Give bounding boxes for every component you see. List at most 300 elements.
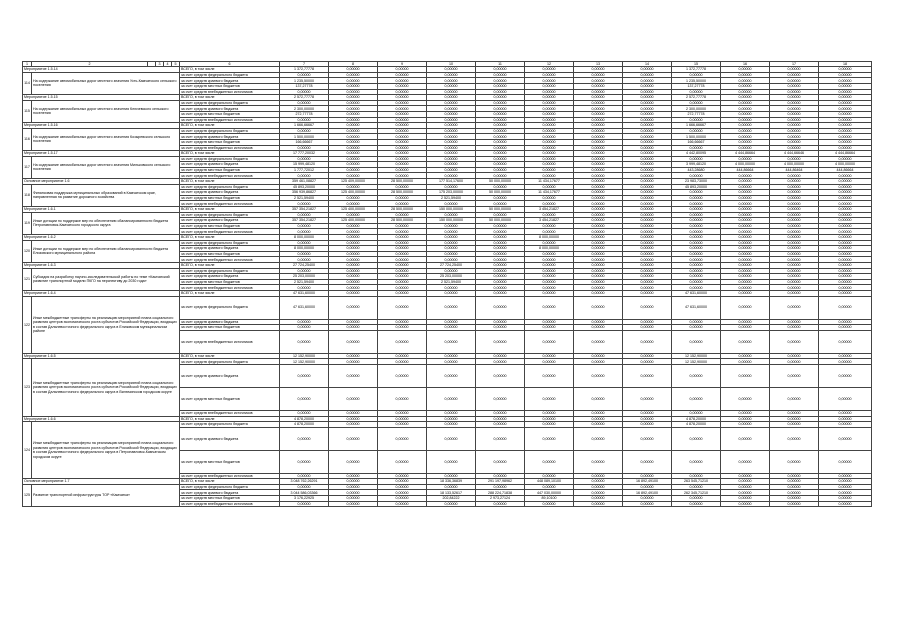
value-cell: 0,00000 xyxy=(427,106,476,112)
value-cell: 0,00000 xyxy=(770,268,819,274)
value-cell: 0,00000 xyxy=(819,496,872,502)
value-cell: 0,00000 xyxy=(476,290,525,296)
value-cell: 0,00000 xyxy=(329,229,378,235)
value-cell: 0,00000 xyxy=(574,501,623,507)
value-cell: 0,00000 xyxy=(476,274,525,280)
value-cell: 0,00000 xyxy=(280,156,329,162)
value-cell: 0,00000 xyxy=(427,223,476,229)
value-cell: 45 893,20000 xyxy=(672,184,721,190)
row-number: 116 xyxy=(23,128,32,150)
measure-heading: Мероприятие 1.6.1 xyxy=(23,207,180,213)
value-cell: 0,00000 xyxy=(329,156,378,162)
value-cell: 0,00000 xyxy=(623,240,672,246)
value-cell: 0,00000 xyxy=(672,262,721,268)
value-cell: 0,00000 xyxy=(378,167,427,173)
value-cell: 0,00000 xyxy=(770,484,819,490)
funding-source: за счет средств краевого бюджета xyxy=(180,364,280,387)
value-cell: 0,00000 xyxy=(329,240,378,246)
value-cell: 0,00000 xyxy=(574,235,623,241)
value-cell: 1 500,00000 xyxy=(672,134,721,140)
value-cell: 0,00000 xyxy=(378,223,427,229)
value-cell: 0,00000 xyxy=(329,212,378,218)
value-cell: 0,00000 xyxy=(378,416,427,422)
value-cell: 12 152,90000 xyxy=(672,359,721,365)
value-cell: 0,00000 xyxy=(476,285,525,291)
value-cell: 0,00000 xyxy=(378,195,427,201)
value-cell: 50 000,00000 xyxy=(476,190,525,196)
value-cell: 0,00000 xyxy=(476,330,525,353)
value-cell: 12 152,90000 xyxy=(672,353,721,359)
value-cell: 0,00000 xyxy=(378,139,427,145)
value-cell: 0,00000 xyxy=(721,207,770,213)
value-cell: 0,00000 xyxy=(525,111,574,117)
value-cell: 0,00000 xyxy=(770,246,819,252)
value-cell: 0,00000 xyxy=(770,117,819,123)
measure-description: На содержание автомобильных дорог местного значения Козыревского сельского поселения xyxy=(32,128,180,150)
value-cell: 443,28680 xyxy=(672,167,721,173)
value-cell: 0,00000 xyxy=(770,325,819,331)
value-cell: 2 300,00000 xyxy=(672,106,721,112)
value-cell: 0,00000 xyxy=(574,167,623,173)
value-cell: 0,00000 xyxy=(672,117,721,123)
value-cell: 0,00000 xyxy=(476,111,525,117)
row-number: 121 xyxy=(23,268,32,290)
value-cell: 175 203,00000 xyxy=(427,190,476,196)
value-cell: 0,00000 xyxy=(770,353,819,359)
value-cell: 0,00000 xyxy=(672,240,721,246)
column-number-cell: 13 xyxy=(574,62,623,67)
value-cell: 0,00000 xyxy=(280,450,329,473)
value-cell: 16 892,49100 xyxy=(623,490,672,496)
value-cell: 4 444,66646 xyxy=(770,151,819,157)
value-cell: 0,00000 xyxy=(721,290,770,296)
value-cell: 0,00000 xyxy=(329,427,378,450)
value-cell: 0,00000 xyxy=(427,167,476,173)
value-cell: 1 235,50000 xyxy=(672,78,721,84)
value-cell: 0,00000 xyxy=(574,151,623,157)
value-cell: 0,00000 xyxy=(819,427,872,450)
value-cell: 0,00000 xyxy=(623,450,672,473)
funding-source: за счет средств местных бюджетов xyxy=(180,387,280,410)
value-cell: 0,00000 xyxy=(819,117,872,123)
value-cell: 0,00000 xyxy=(525,156,574,162)
value-cell: 0,00000 xyxy=(770,496,819,502)
value-cell: 0,00000 xyxy=(476,195,525,201)
value-cell: 0,00000 xyxy=(525,410,574,416)
value-cell: 0,00000 xyxy=(672,173,721,179)
value-cell: 0,00000 xyxy=(574,319,623,325)
value-cell: 0,00000 xyxy=(476,83,525,89)
value-cell: 0,00000 xyxy=(819,364,872,387)
column-number-cell: 7 xyxy=(280,62,329,67)
value-cell: 0,00000 xyxy=(476,167,525,173)
measure-description: Субсидия на разработку научно-исследовательской работы по теме «Камчатский развитие транспортной модели ПКГО на перспективу до 2030 года» xyxy=(32,268,180,290)
value-cell: 0,00000 xyxy=(770,359,819,365)
value-cell: 0,00000 xyxy=(672,473,721,479)
value-cell: 0,00000 xyxy=(329,223,378,229)
value-cell: 0,00000 xyxy=(378,145,427,151)
value-cell: 0,00000 xyxy=(770,190,819,196)
value-cell: 0,00000 xyxy=(770,67,819,73)
value-cell: 0,00000 xyxy=(672,218,721,224)
funding-source: за счет средств краевого бюджета xyxy=(180,134,280,140)
value-cell: 357 354,21827 xyxy=(280,207,329,213)
value-cell: 0,00000 xyxy=(280,319,329,325)
value-cell: 0,00000 xyxy=(770,156,819,162)
value-cell: 0,00000 xyxy=(476,251,525,257)
funding-source: за счет средств местных бюджетов xyxy=(180,279,280,285)
value-cell: 0,00000 xyxy=(623,95,672,101)
value-cell: 0,00000 xyxy=(574,274,623,280)
value-cell: 444,86664 xyxy=(721,167,770,173)
value-cell: 0,00000 xyxy=(770,473,819,479)
value-cell: 0,00000 xyxy=(721,387,770,410)
value-cell: 0,00000 xyxy=(623,72,672,78)
value-cell: 0,00000 xyxy=(623,123,672,129)
value-cell: 0,00000 xyxy=(329,128,378,134)
value-cell: 0,00000 xyxy=(329,117,378,123)
value-cell: 0,00000 xyxy=(378,450,427,473)
value-cell: 0,00000 xyxy=(280,268,329,274)
measure-description: Иные межбюджетные трансферты на реализацию мероприятий плана социального развития центров экономического роста субъектов Российской Федерации, входящих в состав Дальневосточного федерального округа в Елизовском муниципальном районе xyxy=(32,296,180,353)
value-cell: 0,00000 xyxy=(476,229,525,235)
value-cell: 0,00000 xyxy=(378,123,427,129)
value-cell: 0,00000 xyxy=(427,290,476,296)
measure-heading: Мероприятие 1.5.16 xyxy=(23,123,180,129)
funding-source: за счет средств краевого бюджета xyxy=(180,427,280,450)
value-cell: 0,00000 xyxy=(574,262,623,268)
value-cell: 0,00000 xyxy=(721,416,770,422)
value-cell: 357 354,21827 xyxy=(280,218,329,224)
value-cell: 0,00000 xyxy=(427,67,476,73)
value-cell: 0,00000 xyxy=(427,416,476,422)
value-cell: 0,00000 xyxy=(819,145,872,151)
value-cell: 0,00000 xyxy=(819,235,872,241)
column-number-cell: 6 xyxy=(180,62,280,67)
value-cell: 4 878,20000 xyxy=(672,422,721,428)
value-cell: 0,00000 xyxy=(574,173,623,179)
value-cell: 0,00000 xyxy=(476,212,525,218)
value-cell: 0,00000 xyxy=(819,246,872,252)
value-cell: 0,00000 xyxy=(721,325,770,331)
value-cell: 0,00000 xyxy=(476,410,525,416)
value-cell: 0,00000 xyxy=(280,251,329,257)
value-cell: 0,00000 xyxy=(623,496,672,502)
value-cell: 0,00000 xyxy=(623,268,672,274)
value-cell: 0,00000 xyxy=(623,330,672,353)
value-cell: 0,00000 xyxy=(427,285,476,291)
value-cell: 0,00000 xyxy=(721,179,770,185)
value-cell: 2 973,27124 xyxy=(476,496,525,502)
value-cell: 0,00000 xyxy=(819,223,872,229)
value-cell: 2 300,00000 xyxy=(280,106,329,112)
table-row xyxy=(23,484,872,490)
value-cell: 0,00000 xyxy=(574,229,623,235)
funding-source: ВСЕГО, в том числе xyxy=(180,123,280,129)
value-cell: 0,00000 xyxy=(819,207,872,213)
table-row xyxy=(23,184,872,190)
value-cell: 0,00000 xyxy=(770,218,819,224)
funding-source: ВСЕГО, в том числе xyxy=(180,67,280,73)
budget-table xyxy=(22,61,872,507)
value-cell: 0,00000 xyxy=(329,473,378,479)
value-cell: 28 500,00000 xyxy=(378,218,427,224)
value-cell: 0,00000 xyxy=(280,117,329,123)
value-cell: 0,00000 xyxy=(378,100,427,106)
value-cell: 0,00000 xyxy=(623,184,672,190)
value-cell: 0,00000 xyxy=(819,257,872,263)
value-cell: 0,00000 xyxy=(819,279,872,285)
value-cell: 0,00000 xyxy=(672,72,721,78)
value-cell: 0,00000 xyxy=(329,95,378,101)
value-cell: 272,77778 xyxy=(672,111,721,117)
row-number: 124 xyxy=(23,422,32,479)
value-cell: 0,00000 xyxy=(574,195,623,201)
value-cell: 0,00000 xyxy=(378,235,427,241)
value-cell: 0,00000 xyxy=(427,111,476,117)
value-cell: 0,00000 xyxy=(476,279,525,285)
value-cell: 0,00000 xyxy=(574,479,623,485)
value-cell: 0,00000 xyxy=(623,274,672,280)
value-cell: 0,00000 xyxy=(623,359,672,365)
value-cell: 0,00000 xyxy=(329,496,378,502)
measure-heading: Мероприятие 1.6.2 xyxy=(23,235,180,241)
value-cell: 0,00000 xyxy=(329,100,378,106)
value-cell: 0,00000 xyxy=(672,501,721,507)
value-cell: 0,00000 xyxy=(721,139,770,145)
value-cell: 0,00000 xyxy=(525,268,574,274)
funding-source: за счет средств внебюджетных источников xyxy=(180,257,280,263)
measure-description: Иные межбюджетные трансферты на реализацию мероприятий плана социального развития центров экономического роста субъектов Российской Федерации, входящих в состав Дальневосточного федерального округа в Вилючинском городском округе xyxy=(32,359,180,416)
value-cell: 0,00000 xyxy=(378,111,427,117)
column-number-cell: 8 xyxy=(329,62,378,67)
value-cell: 0,00000 xyxy=(378,83,427,89)
value-cell: 0,00000 xyxy=(574,296,623,319)
value-cell: 0,00000 xyxy=(623,290,672,296)
value-cell: 0,00000 xyxy=(574,179,623,185)
table-row xyxy=(23,296,872,319)
value-cell: 0,00000 xyxy=(623,145,672,151)
value-cell: 0,00000 xyxy=(378,162,427,168)
value-cell: 0,00000 xyxy=(378,473,427,479)
value-cell: 0,00000 xyxy=(329,145,378,151)
funding-source: за счет средств краевого бюджета xyxy=(180,78,280,84)
value-cell: 0,00000 xyxy=(427,123,476,129)
column-number-cell: 5 xyxy=(172,62,180,67)
value-cell: 0,00000 xyxy=(819,111,872,117)
funding-source: за счет средств местных бюджетов xyxy=(180,496,280,502)
value-cell: 0,00000 xyxy=(280,387,329,410)
value-cell: 0,00000 xyxy=(574,330,623,353)
value-cell: 0,00000 xyxy=(574,201,623,207)
value-cell: 0,00000 xyxy=(819,139,872,145)
value-cell: 0,00000 xyxy=(329,235,378,241)
value-cell: 0,00000 xyxy=(770,296,819,319)
value-cell: 125 400,00000 xyxy=(329,207,378,213)
value-cell: 0,00000 xyxy=(623,117,672,123)
value-cell: 8 000,00000 xyxy=(525,246,574,252)
value-cell: 359 461,08827 xyxy=(280,179,329,185)
value-cell: 0,00000 xyxy=(476,123,525,129)
value-cell: 0,00000 xyxy=(476,78,525,84)
row-number: 120 xyxy=(23,240,32,262)
table-row xyxy=(23,422,872,428)
value-cell: 0,00000 xyxy=(721,473,770,479)
value-cell: 0,00000 xyxy=(280,240,329,246)
funding-source: за счет средств внебюджетных источников xyxy=(180,117,280,123)
value-cell: 0,00000 xyxy=(427,501,476,507)
value-cell: 0,00000 xyxy=(819,134,872,140)
value-cell: 0,00000 xyxy=(672,330,721,353)
value-cell: 0,00000 xyxy=(329,416,378,422)
funding-source: за счет средств федерального бюджета xyxy=(180,184,280,190)
funding-source: за счет средств местных бюджетов xyxy=(180,325,280,331)
measure-description: На содержание автомобильных дорог местного значения Усть-Камчатского сельского поселения xyxy=(32,72,180,94)
value-cell: 0,00000 xyxy=(476,262,525,268)
value-cell: 0,00000 xyxy=(525,330,574,353)
value-cell: 0,00000 xyxy=(525,95,574,101)
value-cell: 0,00000 xyxy=(329,111,378,117)
value-cell: 125 400,00000 xyxy=(329,190,378,196)
value-cell: 0,00000 xyxy=(329,410,378,416)
value-cell: 0,00000 xyxy=(378,173,427,179)
funding-source: за счет средств краевого бюджета xyxy=(180,490,280,496)
value-cell: 0,00000 xyxy=(721,72,770,78)
value-cell: 0,00000 xyxy=(721,218,770,224)
value-cell: 0,00000 xyxy=(280,427,329,450)
funding-source: за счет средств краевого бюджета xyxy=(180,218,280,224)
value-cell: 0,00000 xyxy=(476,473,525,479)
value-cell: 0,00000 xyxy=(329,484,378,490)
value-cell: 0,00000 xyxy=(770,78,819,84)
column-number-cell: 1 xyxy=(23,62,32,67)
value-cell: 0,00000 xyxy=(574,251,623,257)
value-cell: 0,00000 xyxy=(378,359,427,365)
value-cell: 0,00000 xyxy=(721,353,770,359)
value-cell: 0,00000 xyxy=(378,67,427,73)
value-cell: 0,00000 xyxy=(329,123,378,129)
value-cell: 0,00000 xyxy=(525,134,574,140)
value-cell: 0,00000 xyxy=(623,501,672,507)
value-cell: 0,00000 xyxy=(378,268,427,274)
value-cell: 0,00000 xyxy=(770,145,819,151)
value-cell: 0,00000 xyxy=(427,387,476,410)
value-cell: 0,00000 xyxy=(280,145,329,151)
value-cell: 0,00000 xyxy=(427,364,476,387)
value-cell: 0,00000 xyxy=(623,156,672,162)
value-cell: 0,00000 xyxy=(770,184,819,190)
funding-source: за счет средств федерального бюджета xyxy=(180,100,280,106)
value-cell: 0,00000 xyxy=(329,78,378,84)
value-cell: 0,00000 xyxy=(525,359,574,365)
column-number-cell: 3 xyxy=(156,62,164,67)
value-cell: 0,00000 xyxy=(329,359,378,365)
measure-description: На содержание автомобильных дорог местного значения Ключевского сельского поселения xyxy=(32,100,180,122)
value-cell: 0,00000 xyxy=(329,246,378,252)
value-cell: 0,00000 xyxy=(378,151,427,157)
value-cell: 0,00000 xyxy=(672,207,721,213)
value-cell: 0,00000 xyxy=(721,422,770,428)
value-cell: 0,00000 xyxy=(378,95,427,101)
value-cell: 0,00000 xyxy=(574,285,623,291)
value-cell: 4 000,00000 xyxy=(770,162,819,168)
value-cell: 0,00000 xyxy=(329,89,378,95)
column-number-cell: 9 xyxy=(378,62,427,67)
value-cell: 0,00000 xyxy=(770,134,819,140)
value-cell: 0,00000 xyxy=(476,257,525,263)
value-cell: 2 572,77778 xyxy=(280,95,329,101)
value-cell: 0,00000 xyxy=(721,156,770,162)
value-cell: 0,00000 xyxy=(672,89,721,95)
value-cell: 0,00000 xyxy=(476,156,525,162)
value-cell: 0,00000 xyxy=(672,319,721,325)
value-cell: 0,00000 xyxy=(721,201,770,207)
value-cell: 0,00000 xyxy=(525,240,574,246)
value-cell: 0,00000 xyxy=(574,353,623,359)
value-cell: 0,00000 xyxy=(427,353,476,359)
value-cell: 0,00000 xyxy=(476,359,525,365)
value-cell: 0,00000 xyxy=(525,285,574,291)
value-cell: 3 454,21827 xyxy=(525,207,574,213)
value-cell: 0,00000 xyxy=(770,95,819,101)
value-cell: 0,00000 xyxy=(280,100,329,106)
value-cell: 0,00000 xyxy=(476,246,525,252)
value-cell: 0,00000 xyxy=(525,184,574,190)
column-number-cell: 16 xyxy=(721,62,770,67)
value-cell: 125 400,00000 xyxy=(329,218,378,224)
value-cell: 0,00000 xyxy=(819,83,872,89)
value-cell: 0,00000 xyxy=(525,290,574,296)
value-cell: 0,00000 xyxy=(672,257,721,263)
value-cell: 0,00000 xyxy=(770,364,819,387)
value-cell: 0,00000 xyxy=(623,151,672,157)
measure-description: Иные дотации по поддержке мер по обеспечению сбалансированности бюджета Елизовского муниципального района xyxy=(32,240,180,262)
value-cell: 0,00000 xyxy=(427,89,476,95)
value-cell: 0,00000 xyxy=(329,262,378,268)
row-number: 123 xyxy=(23,359,32,416)
value-cell: 1 372,77778 xyxy=(280,67,329,73)
value-cell: 0,00000 xyxy=(476,201,525,207)
value-cell: 0,00000 xyxy=(623,162,672,168)
column-number-cell: 10 xyxy=(427,62,476,67)
funding-source: за счет средств краевого бюджета xyxy=(180,106,280,112)
column-number-cell: 2 xyxy=(32,62,148,67)
value-cell: 0,00000 xyxy=(672,496,721,502)
column-number-cell: 18 xyxy=(819,62,872,67)
value-cell: 0,00000 xyxy=(574,268,623,274)
value-cell: 0,00000 xyxy=(819,490,872,496)
value-cell: 0,00000 xyxy=(427,156,476,162)
value-cell: 0,00000 xyxy=(329,290,378,296)
value-cell: 0,00000 xyxy=(770,173,819,179)
funding-source: ВСЕГО, в том числе xyxy=(180,179,280,185)
value-cell: 0,00000 xyxy=(525,67,574,73)
value-cell: 0,00000 xyxy=(672,246,721,252)
value-cell: 0,00000 xyxy=(525,353,574,359)
value-cell: 0,00000 xyxy=(378,290,427,296)
value-cell: 0,00000 xyxy=(721,484,770,490)
value-cell: 0,00000 xyxy=(672,427,721,450)
value-cell: 0,00000 xyxy=(525,257,574,263)
value-cell: 0,00000 xyxy=(819,212,872,218)
value-cell: 0,00000 xyxy=(819,416,872,422)
value-cell: 0,00000 xyxy=(427,151,476,157)
value-cell: 0,00000 xyxy=(623,190,672,196)
value-cell: 0,00000 xyxy=(525,473,574,479)
value-cell: 0,00000 xyxy=(721,246,770,252)
value-cell: 0,00000 xyxy=(476,184,525,190)
value-cell: 0,00000 xyxy=(819,484,872,490)
